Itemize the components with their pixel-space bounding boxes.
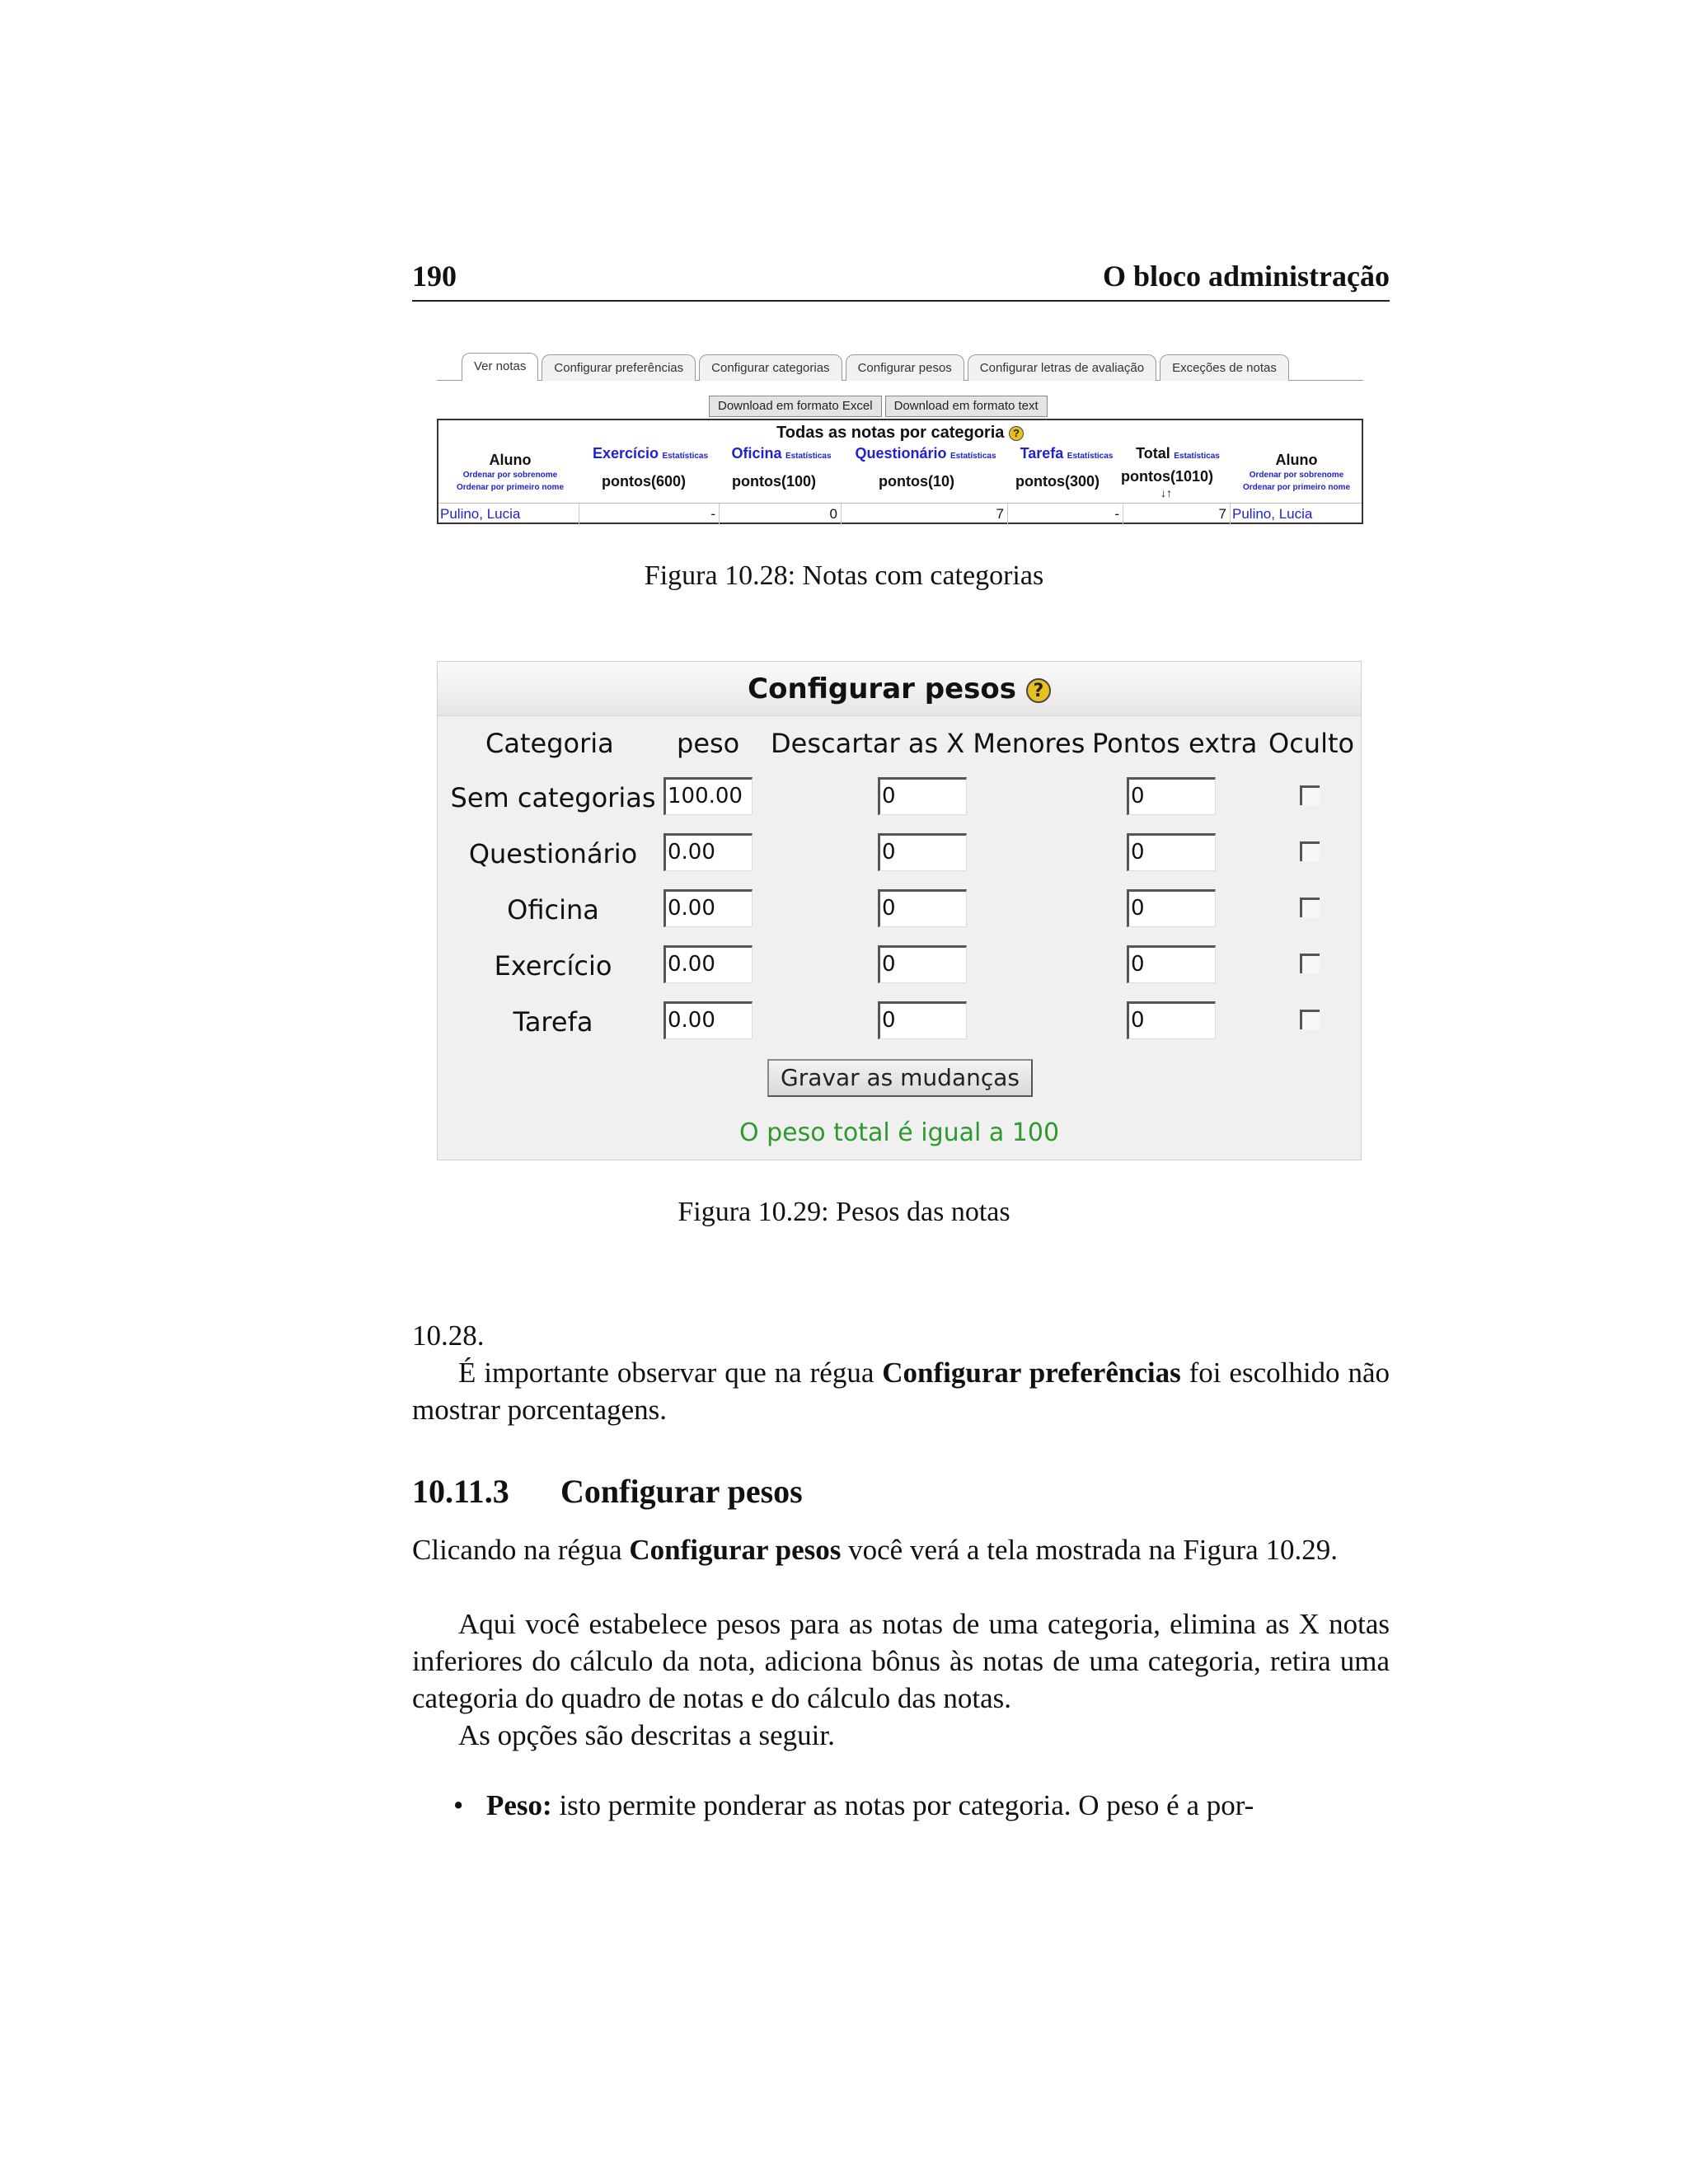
category-label: Oficina (507, 894, 599, 926)
weights-panel-title (438, 662, 1361, 716)
weight-input[interactable]: 0.00 (663, 889, 753, 927)
sort-by-surname-link[interactable]: Ordenar por sobrenome (462, 471, 558, 480)
col-header-tarefa[interactable]: Tarefa (1020, 445, 1064, 462)
help-icon[interactable]: ? (1009, 426, 1024, 441)
grades-table-title (438, 424, 1362, 443)
drop-lowest-input[interactable]: 0 (878, 889, 967, 927)
bold-term: Configurar preferências (882, 1357, 1181, 1389)
paragraph-continuation: 10.28. (412, 1319, 485, 1352)
cell-tarefa: - (1007, 504, 1123, 525)
tab-configurar-categorias[interactable]: Configurar categorias (699, 354, 842, 381)
sort-by-firstname-link[interactable]: Ordenar por primeiro nome (456, 483, 565, 492)
col-oficina (720, 445, 842, 462)
hidden-checkbox[interactable] (1300, 841, 1320, 861)
weight-input[interactable]: 100.00 (663, 777, 753, 815)
section-heading (412, 1472, 803, 1511)
weight-input[interactable]: 0.00 (663, 1001, 753, 1039)
figure-caption-10-28: Figura 10.28: Notas com categorias (644, 560, 1044, 591)
col-header-aluno: Aluno (489, 452, 532, 468)
tab-configurar-letras[interactable]: Configurar letras de avaliação (968, 354, 1156, 381)
text-span: É importante observar que na régua (458, 1357, 883, 1389)
download-buttons (709, 396, 1048, 417)
points-total: pontos(1010) (1121, 468, 1214, 485)
list-item-text (486, 1787, 1390, 1824)
col-aluno-left (440, 452, 580, 494)
figure-grades-by-category (437, 353, 1363, 526)
col-header-total: Total (1136, 445, 1170, 462)
download-excel-button[interactable]: Download em formato Excel (709, 396, 882, 417)
col-total (1124, 445, 1231, 462)
drop-lowest-input[interactable]: 0 (878, 945, 967, 983)
grades-title-text: Todas as notas por categoria (776, 424, 1005, 442)
student-name-link-right[interactable]: Pulino, Lucia (1230, 504, 1362, 525)
bullet-icon: • (453, 1789, 464, 1821)
sort-by-surname-link-right[interactable]: Ordenar por sobrenome (1249, 471, 1344, 480)
weight-input[interactable]: 0.00 (663, 833, 753, 871)
col-exercicio (580, 445, 720, 462)
col-questionario (842, 445, 1009, 462)
paragraph-description: Aqui você estabelece pesos para as notas de uma categoria, elimina as X notas inferiores do cálculo da nota, adiciona bônus às notas de uma categoria, retira uma categoria do quadro de notas e do cálculo das notas. (412, 1608, 1390, 1714)
cell-questionario: 7 (841, 504, 1007, 525)
hidden-checkbox[interactable] (1300, 1010, 1320, 1029)
col-header-pontos-extra: Pontos extra (1092, 728, 1258, 759)
sort-by-firstname-link-right[interactable]: Ordenar por primeiro nome (1242, 483, 1351, 492)
cell-oficina: 0 (719, 504, 841, 525)
tab-ver-notas[interactable]: Ver notas (462, 353, 538, 381)
grade-tabs (462, 353, 1292, 381)
col-header-oficina[interactable]: Oficina (731, 445, 782, 462)
hidden-checkbox[interactable] (1300, 898, 1320, 917)
section-number: 10.11.3 (412, 1473, 509, 1510)
col-header-descartar: Descartar as X Menores (771, 728, 1085, 759)
points-oficina: pontos(100) (732, 473, 817, 490)
tab-configurar-pesos[interactable]: Configurar pesos (846, 354, 964, 381)
category-label: Sem categorias (450, 782, 656, 813)
download-text-button[interactable]: Download em formato text (885, 396, 1048, 417)
cell-exercicio: - (579, 504, 719, 525)
col-header-categoria: Categoria (485, 728, 614, 759)
text-span: você verá a tela mostrada na Figura 10.29. (841, 1534, 1338, 1566)
extra-points-input[interactable]: 0 (1127, 945, 1216, 983)
drop-lowest-input[interactable]: 0 (878, 1001, 967, 1039)
stats-link-oficina[interactable]: Estatísticas (785, 452, 832, 461)
sort-arrows-icon[interactable]: ↓↑ (1160, 486, 1172, 499)
extra-points-input[interactable]: 0 (1127, 1001, 1216, 1039)
tab-excecoes-de-notas[interactable]: Exceções de notas (1160, 354, 1289, 381)
category-label: Exercício (494, 950, 612, 982)
text-span: foi escolhido não mostrar porcentagens. (412, 1357, 1390, 1426)
extra-points-input[interactable]: 0 (1127, 833, 1216, 871)
help-icon[interactable]: ? (1026, 678, 1051, 703)
paragraph-preferences-note (412, 1354, 1390, 1428)
points-questionario: pontos(10) (879, 473, 954, 490)
col-header-aluno-right: Aluno (1275, 452, 1318, 468)
points-tarefa: pontos(300) (1015, 473, 1100, 490)
figure-caption-10-29: Figura 10.29: Pesos das notas (678, 1197, 1010, 1227)
weight-input[interactable]: 0.00 (663, 945, 753, 983)
running-title: O bloco administração (1103, 260, 1390, 293)
bold-term: Peso: (486, 1789, 552, 1821)
category-label: Tarefa (513, 1006, 593, 1038)
page-number: 190 (412, 260, 457, 293)
bold-term: Configurar pesos (629, 1534, 842, 1566)
col-header-oculto: Oculto (1268, 728, 1355, 759)
section-title-text: Configurar pesos (560, 1473, 803, 1510)
points-exercicio: pontos(600) (602, 473, 687, 490)
total-weight-message: O peso total é igual a 100 (738, 1118, 1060, 1147)
col-header-exercicio[interactable]: Exercício (592, 445, 659, 462)
text-span: Clicando na régua (412, 1534, 630, 1566)
stats-link-exercicio[interactable]: Estatísticas (662, 452, 709, 461)
student-name-link[interactable]: Pulino, Lucia (440, 506, 521, 522)
stats-link-tarefa[interactable]: Estatísticas (1067, 452, 1114, 461)
cell-total: 7 (1123, 504, 1230, 525)
stats-link-questionario[interactable]: Estatísticas (950, 452, 996, 461)
stats-link-total[interactable]: Estatísticas (1174, 452, 1220, 461)
text-span: isto permite ponderar as notas por categoria. O peso é a por- (551, 1789, 1254, 1821)
figure-configure-weights (437, 661, 1362, 1160)
extra-points-input[interactable]: 0 (1127, 777, 1216, 815)
grades-table (437, 419, 1363, 524)
col-tarefa (1009, 445, 1124, 462)
hidden-checkbox[interactable] (1300, 785, 1320, 805)
table-row (438, 503, 1362, 524)
hidden-checkbox[interactable] (1300, 954, 1320, 973)
col-header-questionario[interactable]: Questionário (855, 445, 947, 462)
tab-configurar-preferencias[interactable]: Configurar preferências (542, 354, 696, 381)
drop-lowest-input[interactable]: 0 (878, 833, 967, 871)
save-changes-button[interactable]: Gravar as mudanças (767, 1059, 1033, 1097)
col-aluno-right (1230, 452, 1363, 494)
paragraph-intro (412, 1531, 1390, 1568)
drop-lowest-input[interactable]: 0 (878, 777, 967, 815)
weights-title-text: Configurar pesos (748, 673, 1016, 705)
category-label: Questionário (468, 838, 638, 869)
page-header (412, 259, 1390, 302)
extra-points-input[interactable]: 0 (1127, 889, 1216, 927)
paragraph-options: As opções são descritas a seguir. (458, 1719, 835, 1751)
col-header-peso: peso (677, 728, 740, 759)
